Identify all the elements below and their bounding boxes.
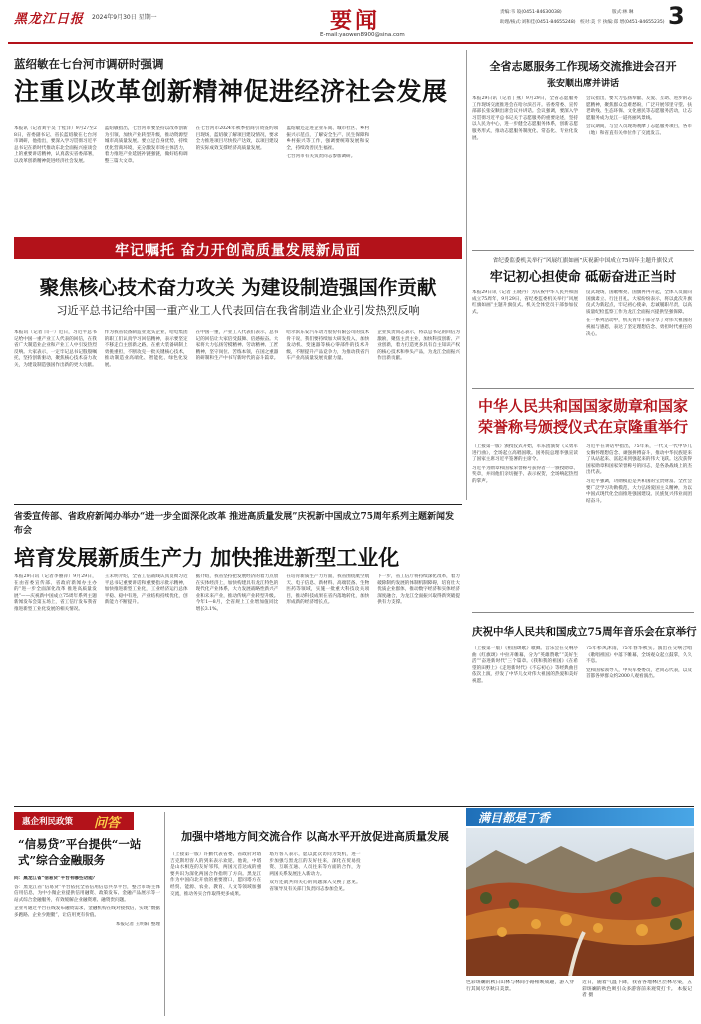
article4-kicker: 省纪委监委机关举行“风展红旗如画”庆祝新中国成立75周年主题升旗仪式 [492, 258, 674, 264]
photo-title-bar [466, 808, 694, 826]
article6-para: 王未明介绍，全省工信战线认真贯彻习近平总书记重要讲话和重要指示批示精神，加快推进新型工业化，工业经济运行总体平稳、稳中有进，产业结构持续优化，创新能力不断提升。 [104, 574, 188, 606]
article8-para: 企业可通过平台在线发布融资需求，金融机构在线对接授信，实现“数据多跑路、企业少跑腿”，让信用更有价值。 [14, 906, 160, 918]
article6-top-rule [14, 504, 462, 505]
article3-para: 会议期间，与会人员现场观摩了志愿服务项目，各市（地）和省直有关单位作了交流发言。 [586, 124, 692, 136]
editor-line-3: 助理/核式:刘和佳(0451-84655248) [500, 20, 576, 25]
article2-para: 企业负责同志表示，将以总书记的回信为激励，聚焦主责主业，加快科技创新、产业创新，着力打造更多具有自主知识产权的核心技术和拳头产品，为龙江全面振兴作出新贡献。 [377, 330, 460, 362]
article8-byline: 本报记者 王明阳 整理 [115, 921, 160, 927]
article1-para: 七台河市有关负责同志参加调研。 [286, 154, 356, 160]
article2-para: 本报讯（记者 闫一）近日，习近平总书记给中国一重产业工人代表的回信，在我省广大制造业企业和产业工人中引发热烈反响。大家表示，一定牢记总书记殷殷嘱托，坚持创新驱动，聚焦核心技术奋力攻关，为建设制造强国作出新的更大贡献。 [14, 330, 97, 368]
policy-qa-tag-subtitle: 问答 [94, 816, 121, 831]
policy-qa-tag [14, 812, 134, 830]
photo-title: 满目都是丁香 [478, 811, 551, 825]
photo-caption-left: 色彩斑斓的秋日山林与林间小路相映成趣，游人穿行其间尽享秋日美景。 [466, 980, 574, 992]
article5-headline: 中华人民共和国国家勋章和国家荣誉称号颁授仪式在京隆重举行 [477, 397, 688, 436]
article4-para: 仪式现场，国歌嘹亮、国旗冉冉升起，全体人员面向国旗肃立、行注目礼。大家纷纷表示，将以此次升旗仪式为新起点，牢记初心使命，忠诚履职尽责，以高质量纪检监察工作为龙江全面振兴提供坚强保障。 [586, 290, 692, 315]
article5-top-rule [472, 388, 694, 389]
autumn-landscape-image [466, 828, 694, 976]
article1-para: 蓝绍敏指出，七台河市要坚持以改革创新为引领，加快产业转型升级，推动资源型城市高质量发展。要立足自身优势，持续优化营商环境，充分激发市场主体活力，着力推进产业延链补链强链，做好结构调整三篇大文章。 [104, 126, 188, 164]
article6-para: 在培育新质生产力方面，我省围绕航空航天、电子信息、新材料、高端装备、生物医药等领域，实施一批重大科技攻关项目，推动科技成果在省内落地转化，加快形成新的经济增长点。 [286, 574, 370, 606]
article9-body [170, 852, 460, 1016]
article2-para: 哈尔滨东安汽车动力股份有限公司的技术骨干说，我们要持续加大研发投入，加快发动机、变速器等核心零部件的技术升级，不断提升产品竞争力，为推动我省汽车产业高质量发展贡献力量。 [286, 330, 370, 362]
article7-top-rule [472, 612, 694, 613]
article6-kicker: 省委宣传部、省政府新闻办举办“进一步全面深化改革 推进高质量发展”庆祝新中国成立75周年系列主题新闻发布会 [14, 512, 455, 536]
article1-para: 本报讯（记者刘宇昊 于桂洋）9月27至28日，省委副书记、省长蓝绍敏在七台河市调研，他指出，要深入学习贯彻习近平总书记在新时代推动东北全面振兴座谈会上的重要讲话精神，认真落实省委部署，以改革创新精神促进经济社会发展。 [14, 126, 97, 164]
page-number: 3 [668, 2, 685, 30]
masthead [0, 0, 701, 42]
masthead-rule [8, 42, 693, 44]
article2-subhead: 习近平总书记给中国一重产业工人代表回信在我省制造业企业引发热烈反响 [56, 304, 420, 317]
article4-top-rule [472, 250, 694, 251]
editor-line-1: 责编:韦 皎(0451-84630038) [500, 10, 562, 15]
article7-body [472, 646, 692, 792]
article3-body [472, 96, 692, 246]
theme-banner [14, 237, 462, 259]
theme-banner-text: 牢记嘱托 奋力开创高质量发展新局面 [115, 243, 361, 259]
article3-subkicker: 张安顺出席并讲话 [546, 79, 619, 89]
bottom-divider [164, 812, 165, 1016]
article4-para: 在一系列活动中，机关青年干部分享了对伟大祖国的祝福与感恩，表达了坚定理想信念、勇担时代重任的决心。 [586, 318, 692, 337]
article1-body [14, 126, 460, 228]
article9-headline: 加强中塔地方间交流合作 以高水平开放促进高质量发展 [181, 830, 449, 843]
article7-para: 75年栉风沐雨，75年春华秋实。演出在交响合唱《歌唱祖国》中落下帷幕，全场观众起立鼓掌，久久不息。 [586, 646, 692, 665]
article6-para: 下一步，省工信厅将持续深化改革，着力破除制约发展的体制机制障碍，培育壮大优质企业群体，推动数字经济和实体经济深度融合，为龙江全面振兴取得新突破提供有力支撑。 [377, 574, 460, 606]
article2-para: 在中国一重，产业工人代表们表示，总书记的回信让大家倍受鼓舞、倍感振奋。大家将大力弘扬劳模精神、劳动精神、工匠精神，坚守岗位、苦练本领，在国之重器的研制和生产中书写新时代的奋斗篇章。 [195, 330, 279, 362]
article5-para: 习近平强调，功勋模范是共和国的宝贵财富。全社会要广泛学习功勋模范，大力弘扬爱国主义精神，为以中国式现代化全面推进强国建设、民族复兴伟业而团结奋斗。 [586, 478, 692, 504]
policy-qa-tag-label: 惠企利民政策 [22, 817, 74, 827]
editor-line-4: 校对:美 卡 执编:郑 增(0451-84655235) [580, 20, 665, 25]
article7-headline: 庆祝中华人民共和国成立75周年音乐会在京举行 [472, 626, 697, 638]
article3-para: 本报29日讯（记者丁燕）9月29日，全省志愿服务工作现场交流推进会在哈尔滨召开。省委常委、宣传部部长张安顺出席会议并讲话。会议强调，要深入学习贯彻习近平总书记关于志愿服务的重要论述，坚持以人民为中心，进一步健全志愿服务体系，创新志愿服务形式，推动志愿服务制度化、常态化、专业化发展。 [472, 96, 578, 141]
article9-para: （上接第一版）许勤代表省委、省政府对塔吉克斯坦客人的到来表示欢迎。他说，中塔是山水相连的友好邻邦，两国元首达成的重要共识为深化两国合作指明了方向。黑龙江作为中国向北开放的重要窗口，愿同塔方在经贸、能源、农业、教育、人文等领域加强交流，推动务实合作取得更多成果。 [170, 852, 262, 897]
article7-para: （上接第一版）《祖国颂歌》歌舞。音乐会在交响序曲《红旗颂》中拉开帷幕，分为“英雄赞歌”“美好生活”“奋进新时代”三个篇章。《我和我的祖国》《在希望的田野上》《走进新时代》《不忘初心》等经典曲目依次上演，抒发了中华儿女对伟大祖国的热爱和美好祝愿。 [472, 646, 578, 684]
article4-body [472, 290, 692, 378]
article2-para: 作为我省装备制造业龙头企业，哈电集团的职工们认真学习回信精神，表示要坚定不移走自主创新之路，在重大装备研制上勇挑重担，不断攻克一批关键核心技术，推动制造业高端化、智能化、绿色化发展。 [104, 330, 188, 368]
article5-para: 习近平在讲话中指出，75年来，一代又一代中华儿女胸怀理想信念、顽强拼搏奋斗，推动中华民族迎来了从站起来、富起来到强起来的伟大飞跃。这次获得国家勋章和国家荣誉称号的同志，是各条战线上的杰出代表。 [586, 444, 692, 476]
article6-body [14, 574, 460, 792]
article4-headline: 牢记初心担使命 砥砺奋进正当时 [489, 270, 677, 285]
issue-date: 2024年9月30日 星期一 [92, 14, 157, 21]
autumn-landscape-photo [466, 828, 694, 976]
article9-para: 塔方客人表示，愿以此次访问为契机，进一步加强与黑龙江的友好往来，深化在贸易投资、互联互通、人员往来等方面的合作，为两国关系发展注入新动力。 [269, 852, 361, 877]
article2-headline: 聚焦核心技术奋力攻关 为建设制造强国作贡献 [39, 276, 437, 299]
article6-headline: 培育发展新质生产力 加快推进新型工业化 [14, 545, 400, 570]
editor-line-2: 版式:林 琳 [612, 10, 634, 15]
article8-body [14, 876, 160, 1016]
section-title: 要闻 [330, 8, 381, 34]
article4-para: 本报29日讯（记者 王晓丹）为庆祝中华人民共和国成立75周年，9月29日，省纪委监委机关举行“风展红旗如画”主题升旗仪式。机关全体党员干部参加仪式。 [472, 290, 578, 315]
article5-para: （上接第一版）颁授仪式开始，军乐团演奏《义勇军进行曲》，全场起立高唱国歌。国务院总理李强宣读了国家主席习近平签署的主席令。 [472, 444, 578, 463]
newspaper-logo: 黑龙江日报 [14, 12, 85, 27]
article9-para: 双方还就共同关心的问题深入交换了意见。省领导及有关部门负责同志参加会见。 [269, 880, 361, 892]
article1-headline: 注重以改革创新精神促进经济社会发展 [14, 77, 448, 106]
article8-headline: “信易贷”平台提供“一站式”综合金融服务 [18, 837, 142, 867]
article5-body [472, 444, 692, 606]
article1-para: 蓝绍敏还走进企业车间、城市社区、乡村振兴示范点，了解安全生产、民生保障和乡村振兴等工作，强调要统筹发展和安全，持续改善民生福祉。 [286, 126, 370, 151]
article3-kicker: 全省志愿服务工作现场交流推进会召开 [489, 60, 677, 73]
article8-question: 问：黑龙江省“信易贷”平台有哪些功能？ [14, 876, 98, 881]
article6-para: 据介绍，我省坚持把发展经济的着力点放在实体经济上，加快构建具有龙江特色的现代化产业体系，大力发展战略性新兴产业和未来产业，推动传统产业转型升级。今年1—8月，全省规上工业增加值同比增长3.1%。 [195, 574, 279, 612]
article3-para: 会议指出，要大力弘扬奉献、友爱、互助、进步的志愿精神，聚焦群众急难愁盼，广泛开展邻里守望、扶老助残、生态环保、文化惠民等志愿服务活动，让志愿服务成为龙江一道亮丽风景线。 [586, 96, 692, 121]
bottom-section-rule [14, 806, 694, 807]
article6-para: 本报29日讯（记者李丽萍）9月29日，在由省委宣传部、省政府新闻办主办的“进一步全面深化改革 推进高质量发展”——庆祝新中国成立75周年系列主题新闻发布会第五场上，省工信厅发布我省推进新型工业化发展的相关情况。 [14, 574, 97, 612]
article7-para: 党和国家领导人，中央军委委员，老同志代表，以及首都各界群众约2000人观看演出。 [586, 667, 692, 680]
article1-kicker: 蓝绍敏在七台河市调研时强调 [14, 57, 164, 71]
section-email: E-mail:yaowen8900@sina.com [320, 32, 405, 38]
photo-feature [466, 808, 694, 1018]
column-divider [466, 50, 467, 500]
article8-para: 答：黑龙江省“信易贷”平台依托全省信用信息共享平台，整合市场主体信用信息，为中小微企业提供信用融资、政策发布、金融产品展示等一站式综合金融服务，有效缓解企业融资难、融资贵问题。 [14, 884, 160, 903]
article2-body [14, 330, 460, 488]
article1-para: 在七台河市2024年秋季招商引资签约项目现场，蓝绍敏了解项目建设情况，要求全力推进项目尽快投产达效，以项目建设的实际成效支撑经济高质量发展。 [195, 126, 279, 151]
article5-para: 习近平为勋章和国家荣誉称号获得者一一颁授勋章、奖章，并同他们亲切握手、表示祝贺，全场响起热烈的掌声。 [472, 465, 578, 484]
photo-caption-right: 近日，随着气温下降，我省各地林区层林尽染，五彩斑斓的秋色吸引众多游客前来观赏打卡。 本报记者 摄 [582, 980, 692, 999]
